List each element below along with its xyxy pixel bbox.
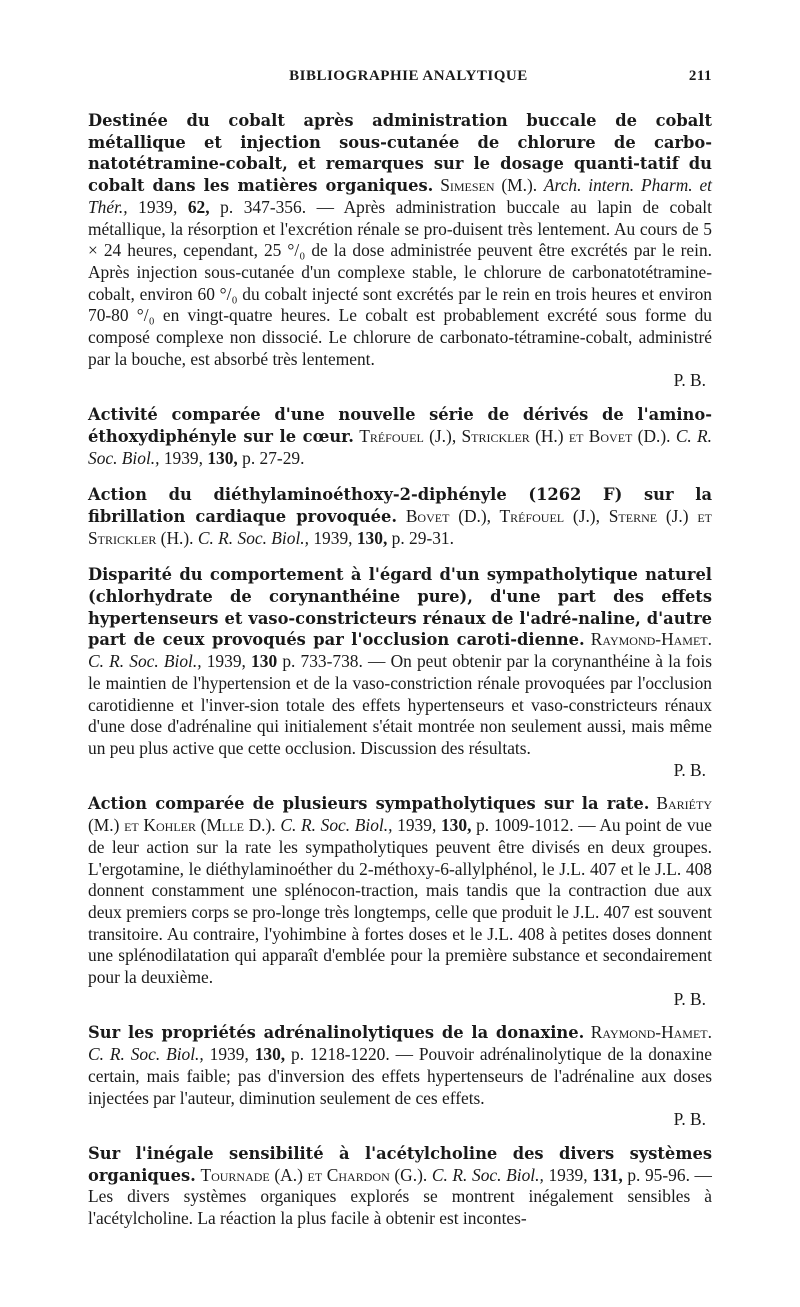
entry-year: 1939, — [397, 815, 437, 836]
entry-pages: p. 347-356. — — [220, 196, 334, 217]
entry-authors: Bariéty (M.) et Kohler (Mlle D.). — [88, 793, 712, 836]
entry-volume: 131, — [592, 1164, 623, 1185]
entry-authors: Raymond-Hamet. — [590, 629, 712, 650]
bibliography-entry — [88, 110, 712, 370]
entry-authors: Bovet (D.), Tréfouel (J.), Sterne (J.) et Strickler (H.). — [88, 505, 712, 548]
bibliography-entry — [88, 404, 712, 469]
entry-pages: p. 1218-1220. — — [291, 1044, 413, 1065]
entry-volume: 130, — [254, 1044, 286, 1065]
running-head — [88, 68, 712, 88]
entry-journal: C. R. Soc. Biol., — [88, 425, 713, 468]
running-head-title: BIBLIOGRAPHIE ANALYTIQUE — [289, 68, 528, 84]
entry-volume: 130, — [356, 527, 388, 548]
entry-pages: p. 95-96. — — [627, 1164, 712, 1185]
entry-journal: C. R. Soc. Biol., — [197, 527, 309, 548]
page-number: 211 — [688, 68, 712, 84]
entry-signature: P. B. — [673, 988, 706, 1009]
bibliography-entry — [88, 793, 712, 988]
entry-abstract: On peut obtenir par la corynanthéine à la fois le maintien de l'hypertension et de la vaso-constriction rénale provoquées par l'occlusion carotidienne et l'inver-sion totale des effets hypertenseurs et vaso-constricteurs rénaux d'une dose d'adrénaline qui initialement s'était montrée non seulement aussi, mais même un peu plus active que cette occlusion. Discussion des résultats. — [88, 651, 712, 758]
entry-year: 1939, — [138, 196, 178, 217]
entry-title: Action du diéthylaminoéthoxy-2-diphényle (1262 F) sur la fibrillation cardiaque provoquée. — [88, 485, 712, 526]
entry-title: Destinée du cobalt après administration buccale de cobalt métallique et injection sous-cutanée de chlorure de carbo-natotétramine-cobalt, et remarques sur le dosage quanti-tatif du cobalt dans les matières organiques. — [88, 111, 712, 196]
entry-pages: p. 733-738. — — [282, 651, 386, 672]
entry-abstract: Pouvoir adrénalinolytique de la donaxine certain, mais faible; pas d'inversion des effets hypertenseurs de l'adrénaline aux doses injectées par l'auteur, diminution seulement de ces effets. — [88, 1044, 712, 1108]
entry-authors: Simesen (M.). — [440, 175, 538, 196]
entry-title: Action comparée de plusieurs sympatholytiques sur la rate. — [88, 794, 650, 814]
entry-volume: 130, — [207, 447, 238, 468]
entry-year: 1939, — [209, 1044, 249, 1065]
entry-year: 1939, — [206, 651, 246, 672]
entry-title: Disparité du comportement à l'égard d'un sympatholytique naturel (chlorhydrate de corynanthéine pure), d'une part des effets hypertenseurs et vaso-constricteurs rénaux de l'adré-naline, d'autre part de ceux provoqués par l'occlusion caroti-dienne. — [88, 565, 712, 650]
entry-journal: C. R. Soc. Biol., — [431, 1164, 544, 1185]
bibliography-entry — [88, 564, 712, 759]
entry-journal: C. R. Soc. Biol., — [280, 815, 393, 836]
bibliography-list — [88, 110, 712, 1230]
entry-volume: 130, — [440, 815, 472, 836]
entry-year: 1939, — [548, 1164, 588, 1185]
entry-pages: p. 1009-1012. — — [476, 815, 596, 836]
entry-abstract: Après administration buccale au lapin de cobalt métallique, la résorption et l'excrétion rénale se pro-duisent très lentement. Au cours de 5 × 24 heures, cependant, 25 °/₀ de la dose administrée peuvent être excrétés par le rein. Après injection sous-cutanée d'un complexe stable, le chlorure de carbonatotétramine-cobalt, environ 60 °/₀ du cobalt injecté sont excrétés par le rein en trois heures et environ 70-80 °/₀ en vingt-quatre heures. Le cobalt est probablement excrété sous forme du composé complexe non dissocié. Le chlorure de carbonato-tétramine-cobalt, administré par la bouche, est absorbé très lentement. — [88, 196, 712, 369]
entry-pages: p. 29-31. — [391, 527, 454, 548]
entry-journal: Arch. intern. Pharm. et Thér., — [88, 175, 712, 217]
entry-authors: Tournade (A.) et Chardon (G.). — [200, 1164, 428, 1185]
entry-year: 1939, — [163, 447, 203, 468]
bibliography-entry — [88, 484, 712, 549]
entry-year: 1939, — [313, 527, 353, 548]
entry-authors: Raymond-Hamet. — [590, 1022, 712, 1043]
entry-title: Sur l'inégale sensibilité à l'acétylcholine des divers systèmes organiques. — [88, 1143, 712, 1185]
entry-pages: p. 27-29. — [242, 447, 305, 468]
entry-title: Activité comparée d'une nouvelle série de dérivés de l'amino-éthoxydiphényle sur le cœur. — [88, 405, 712, 446]
entry-abstract: Les divers systèmes organiques explorés se montrent inégalement sensibles à l'acétylcholine. La réaction la plus facile à obtenir est incontes- — [88, 1186, 712, 1229]
entry-journal: C. R. Soc. Biol., — [88, 651, 202, 672]
entry-signature: P. B. — [673, 759, 706, 780]
bibliography-entry — [88, 1022, 712, 1109]
entry-signature: P. B. — [673, 370, 706, 391]
bibliography-entry — [88, 1143, 712, 1230]
entry-abstract: Au point de vue de leur action sur la rate les sympatholytiques peuvent être divisés en deux groupes. L'ergotamine, le diéthylaminoéther du 2-méthoxy-6-allylphénol, le J.L. 407 et le J.L. 408 donnent constamment une splénocon-traction, mais tandis que la contraction due aux deux premiers corps se pro-longe très longtemps, celle que produit le J.L. 407 est souvent transitoire. Au contraire, l'yohimbine à fortes doses et le J.L. 408 à petites doses donnent une splénodilatation qui apparaît d'emblée pour la première substance et secondairement pour la deuxième. — [88, 815, 712, 988]
entry-title: Sur les propriétés adrénalinolytiques de la donaxine. — [88, 1023, 585, 1043]
entry-signature: P. B. — [673, 1109, 706, 1130]
entry-journal: C. R. Soc. Biol., — [88, 1044, 204, 1065]
entry-authors: Tréfouel (J.), Strickler (H.) et Bovet (D.). — [359, 425, 671, 446]
entry-volume: 130 — [251, 651, 278, 672]
entry-volume: 62, — [187, 196, 210, 217]
